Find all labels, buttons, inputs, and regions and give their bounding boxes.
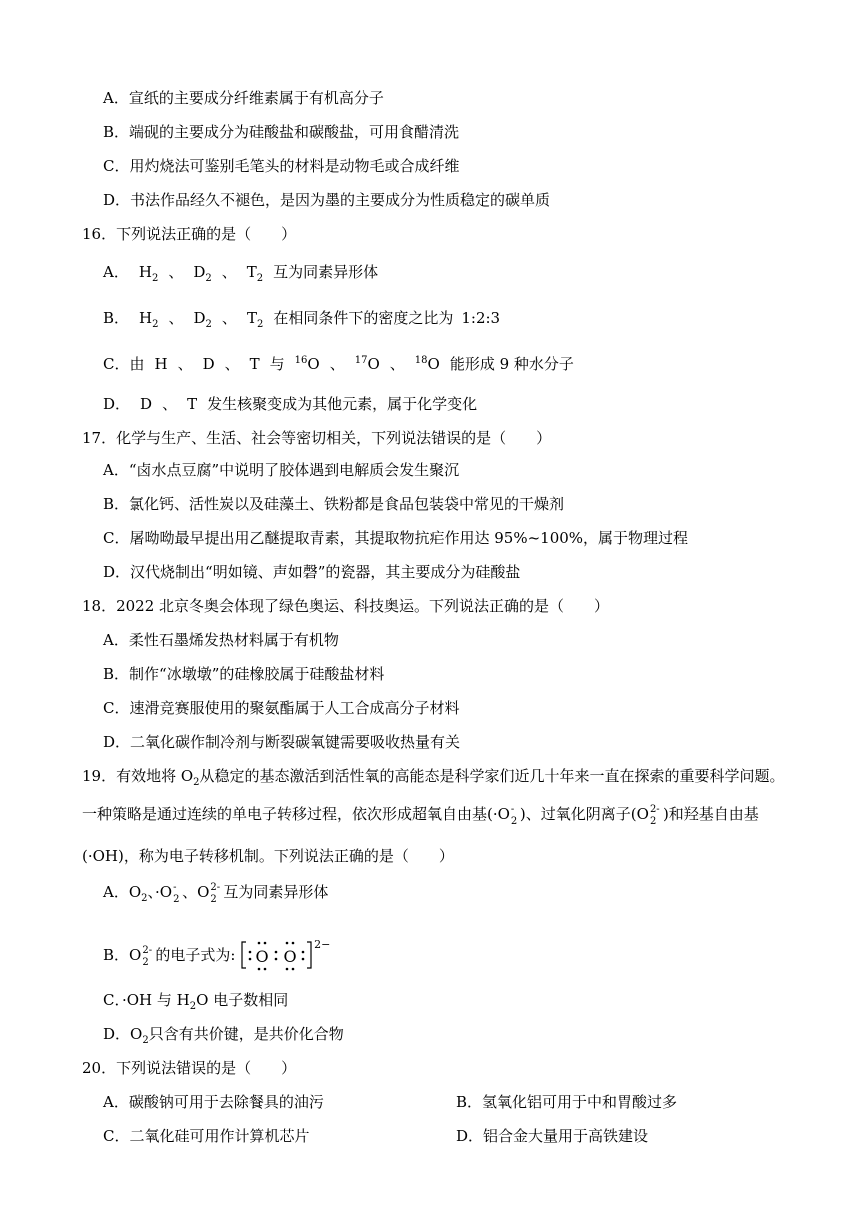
q19-option-b: B．O 2- 2 的电子式为: O O $^{2-}$ xyxy=(103,938,330,974)
q18-option-c: C．速滑竞赛服使用的聚氨酯属于人工合成高分子材料 xyxy=(103,699,460,717)
q20-option-b: B．氢氧化铝可用于中和胃酸过多 xyxy=(456,1093,678,1111)
svg-text:O: O xyxy=(283,947,297,966)
q15-option-d: D．书法作品经久不褪色，是因为墨的主要成分为性质稳定的碳单质 xyxy=(103,191,551,209)
q17-option-a: A．“卤水点豆腐”中说明了胶体遇到电解质会发生聚沉 xyxy=(103,461,460,479)
q18-option-d: D．二氧化碳作制冷剂与断裂碳氧键需要吸收热量有关 xyxy=(103,733,461,751)
q18-option-a: A．柔性石墨烯发热材料属于有机物 xyxy=(103,631,339,649)
q16-option-a: A． $H_2$ 、 $D_2$ 、 $T_2$ 互为同素异形体 xyxy=(103,263,379,284)
q18-stem: 18．2022 北京冬奥会体现了绿色奥运、科技奥运。下列说法正确的是（ ） xyxy=(82,597,610,615)
q20-option-d: D．铝合金大量用于高铁建设 xyxy=(456,1127,649,1145)
q15-option-c: C．用灼烧法可鉴别毛笔头的材料是动物毛或合成纤维 xyxy=(103,157,460,175)
q19-option-a: A．$O_2$、·O - 2 、O 2- 2 互为同素异形体 xyxy=(103,882,329,905)
q20-option-c: C．二氧化硅可用作计算机芯片 xyxy=(103,1127,310,1145)
q16-stem: 16．下列说法正确的是（ ） xyxy=(82,225,297,243)
q19-option-c: C．·OH 与 $H_2O$ 电子数相同 xyxy=(103,991,289,1012)
q17-option-c: C．屠呦呦最早提出用乙醚提取青素，其提取物抗疟作用达 95%~100%，属于物理过程 xyxy=(103,529,689,547)
q19-stem-line3: (·OH)，称为电子转移机制。下列说法正确的是（ ） xyxy=(82,847,454,865)
q19-stem-line1: 19．有效地将 $O_2$从稳定的基态激活到活性氧的高能态是科学家们近几十年来一直在探索的重要科学问题。 xyxy=(82,767,785,788)
q18-option-b: B．制作“冰墩墩”的硅橡胶属于硅酸盐材料 xyxy=(103,665,385,683)
q19-option-d: D．$O_2$只含有共价键，是共价化合物 xyxy=(103,1025,344,1046)
q16-option-b: B． $H_2$ 、 $D_2$ 、 $T_2$ 在相同条件下的密度之比为 1:2:3 xyxy=(103,309,501,330)
q17-option-b: B．氯化钙、活性炭以及硅藻土、铁粉都是食品包装袋中常见的干燥剂 xyxy=(103,495,565,513)
q16-option-d: D． D 、 T 发生核聚变成为其他元素，属于化学变化 xyxy=(103,395,478,413)
q15-option-a: A．宣纸的主要成分纤维素属于有机高分子 xyxy=(103,89,384,107)
q20-stem: 20．下列说法错误的是（ ） xyxy=(82,1059,297,1077)
q16-option-c: C．由 H 、 D 、 T 与 $^{16}$O 、 $^{17}$O 、 $^{18}$O 能形成 9 种水分子 xyxy=(103,355,574,373)
svg-text:O: O xyxy=(255,947,269,966)
q15-option-b: B．端砚的主要成分为硅酸盐和碳酸盐，可用食醋清洗 xyxy=(103,123,460,141)
electron-dot-charge: 2− xyxy=(314,938,331,951)
q19-stem-line2: 一种策略是通过连续的单电子转移过程，依次形成超氧自由基(·O - 2 )、过氧化阴离子(O 2- 2 )和羟基自由基 xyxy=(82,804,759,827)
q17-option-d: D．汉代烧制出“明如镜、声如磬”的瓷器，其主要成分为硅酸盐 xyxy=(103,563,521,581)
q20-option-a: A．碳酸钠可用于去除餐具的油污 xyxy=(103,1093,324,1111)
q17-stem: 17．化学与生产、生活、社会等密切相关，下列说法错误的是（ ） xyxy=(82,429,552,447)
